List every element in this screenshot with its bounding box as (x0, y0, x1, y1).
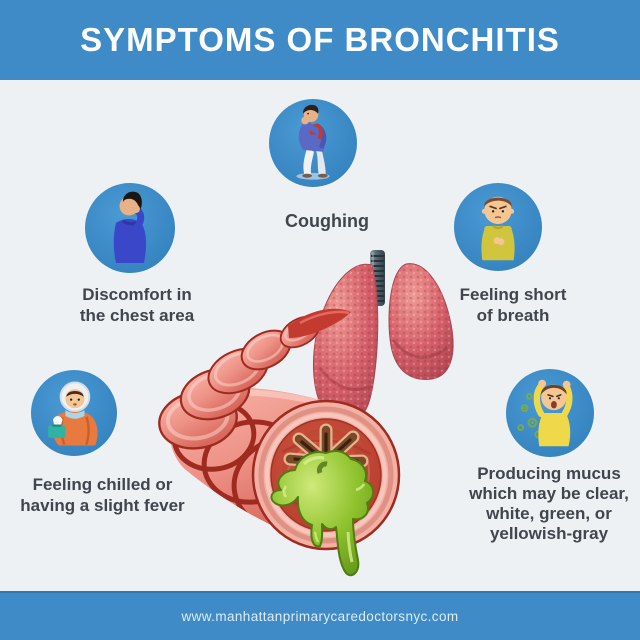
mucus-circle (506, 369, 594, 457)
chest-discomfort-label: Discomfort in the chest area (79, 285, 195, 325)
hand-to-chest-man-icon (85, 183, 175, 273)
website-link[interactable]: www.manhattanprimarycaredoctorsnyc.com (181, 609, 459, 624)
coughing-man-icon (269, 99, 357, 187)
chills-fever-circle (31, 370, 117, 456)
bronchus-cross-section-icon (253, 401, 399, 575)
chilled-girl-blanket-icon (31, 370, 117, 456)
short-breath-circle (454, 183, 542, 271)
coughing-label: Coughing (285, 211, 369, 231)
header-bar (0, 0, 640, 80)
chest-discomfort-circle (85, 183, 175, 273)
short-breath-label: Feeling short of breath (459, 285, 567, 325)
footer-bar (0, 591, 640, 640)
breathless-boy-icon (454, 183, 542, 271)
coughing-circle (269, 99, 357, 187)
page-title: SYMPTOMS OF BRONCHITIS (80, 21, 560, 58)
chills-fever-label: Feeling chilled or having a slight fever (20, 475, 185, 515)
head-clutching-boy-germs-icon (506, 369, 594, 457)
mucus-label: Producing mucus which may be clear, white, green, or yellowish-gray (469, 464, 629, 543)
